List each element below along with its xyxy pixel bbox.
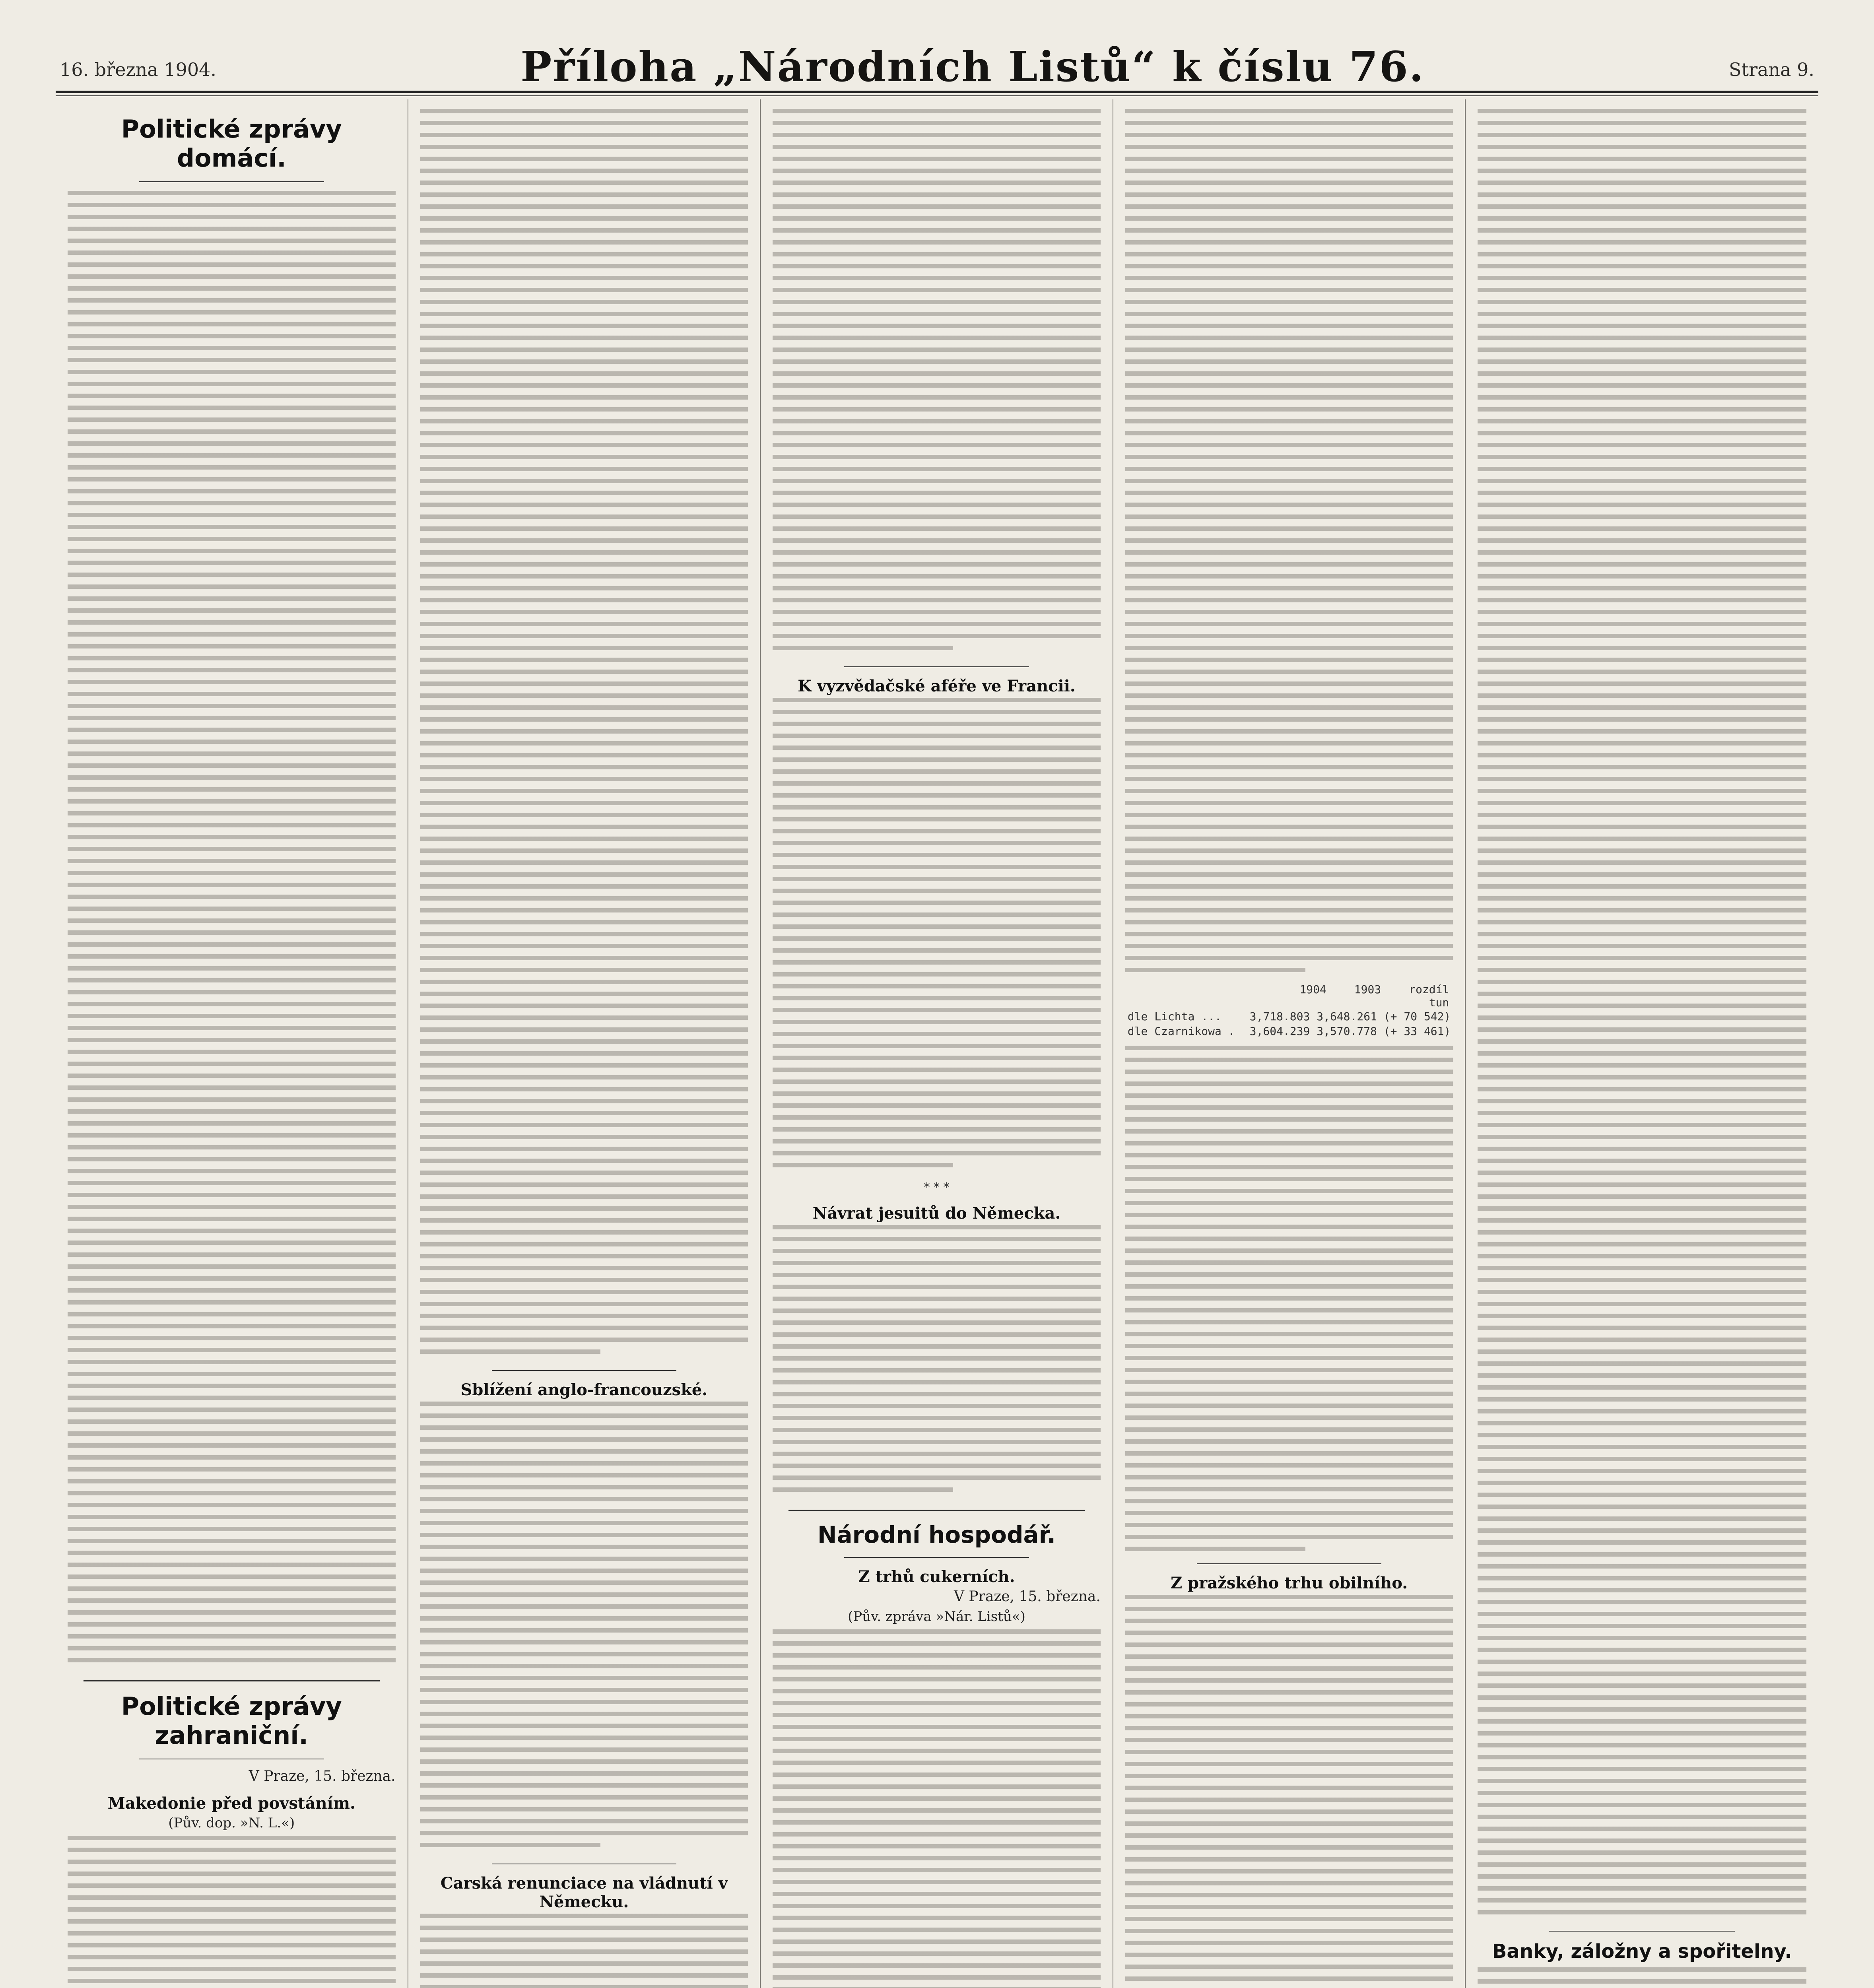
table-unit-label: tun <box>1429 996 1449 1009</box>
sugar-stock-table <box>1125 983 1453 1039</box>
article-text <box>68 191 396 1670</box>
issue-date: 16. března 1904. <box>60 59 217 80</box>
divider <box>1197 1563 1382 1564</box>
divider <box>84 1680 380 1681</box>
divider <box>1549 1931 1735 1932</box>
article-text <box>1478 109 1806 1922</box>
article-heading-carola: Carská renunciace na vládnutí v Německu. <box>440 1874 728 1911</box>
table-diff: rozdíl <box>1409 983 1449 996</box>
article-columns <box>56 99 1818 1988</box>
article-text <box>1125 109 1453 976</box>
column-2 <box>408 99 761 1988</box>
column-5 <box>1466 99 1818 1988</box>
table-row-values: 3,604.239 3,570.778 (+ 33 461) <box>1249 1025 1451 1038</box>
page-number: Strana 9. <box>1729 59 1814 80</box>
article-text <box>420 1402 748 1855</box>
table-units <box>1125 996 1453 1009</box>
divider <box>139 181 324 182</box>
masthead-rule <box>56 91 1818 96</box>
table-year-1904: 1904 <box>1299 983 1326 996</box>
section-heading-banks: Banky, záložny a spořitelny. <box>1492 1940 1792 1963</box>
section-heading-domestic: Politické zprávy domácí. <box>121 115 342 173</box>
masthead <box>60 36 1814 91</box>
divider <box>844 666 1029 667</box>
article-heading-anglofrench: Sblížení anglo-francouzské. <box>460 1380 708 1399</box>
table-row-label: dle Lichta ... <box>1127 1010 1221 1023</box>
dateline: V Praze, 15. března. <box>249 1768 396 1784</box>
article-heading-grain-market: Z pražského trhu obilního. <box>1171 1574 1408 1592</box>
article-text <box>773 698 1101 1175</box>
separator-stars: * * * <box>924 1180 950 1194</box>
table-row-values: 3,718.803 3,648.261 (+ 70 542) <box>1249 1010 1451 1023</box>
article-text <box>420 109 748 1361</box>
article-text <box>68 1836 396 1988</box>
table-row <box>1125 1009 1453 1024</box>
article-text <box>1478 1967 1806 1988</box>
column-1 <box>56 99 408 1988</box>
table-header <box>1125 983 1453 996</box>
table-year-1903: 1903 <box>1354 983 1381 996</box>
dateline: V Praze, 15. března. <box>954 1588 1101 1605</box>
article-heading-espionage: K vyzvědačské aféře ve Francii. <box>798 677 1076 695</box>
article-text <box>773 109 1101 658</box>
table-row-label: dle Czarnikowa . <box>1127 1025 1235 1038</box>
article-origin: (Pův. dop. »N. L.«) <box>168 1815 295 1831</box>
column-3 <box>761 99 1113 1988</box>
article-text <box>420 1914 748 1988</box>
table-row <box>1125 1024 1453 1039</box>
article-text <box>1125 1046 1453 1555</box>
article-text <box>773 1225 1101 1499</box>
article-text <box>773 1629 1101 1988</box>
divider <box>788 1510 1085 1511</box>
section-heading-foreign: Politické zprávy zahraniční. <box>121 1692 342 1750</box>
supplement-title: Příloha „Národních Listů“ k číslu 76. <box>520 42 1425 91</box>
article-text <box>1125 1595 1453 1988</box>
section-heading-economy: Národní hospodář. <box>817 1521 1056 1548</box>
article-origin: (Pův. zpráva »Nár. Listů«) <box>848 1609 1025 1625</box>
article-heading-macedonia: Makedonie před povstáním. <box>107 1794 355 1813</box>
divider <box>844 1557 1029 1558</box>
divider <box>492 1370 677 1371</box>
column-4 <box>1113 99 1466 1988</box>
article-heading-jesuits: Návrat jesuitů do Německa. <box>812 1204 1061 1223</box>
article-heading-sugar: Z trhů cukerních. <box>858 1567 1015 1586</box>
